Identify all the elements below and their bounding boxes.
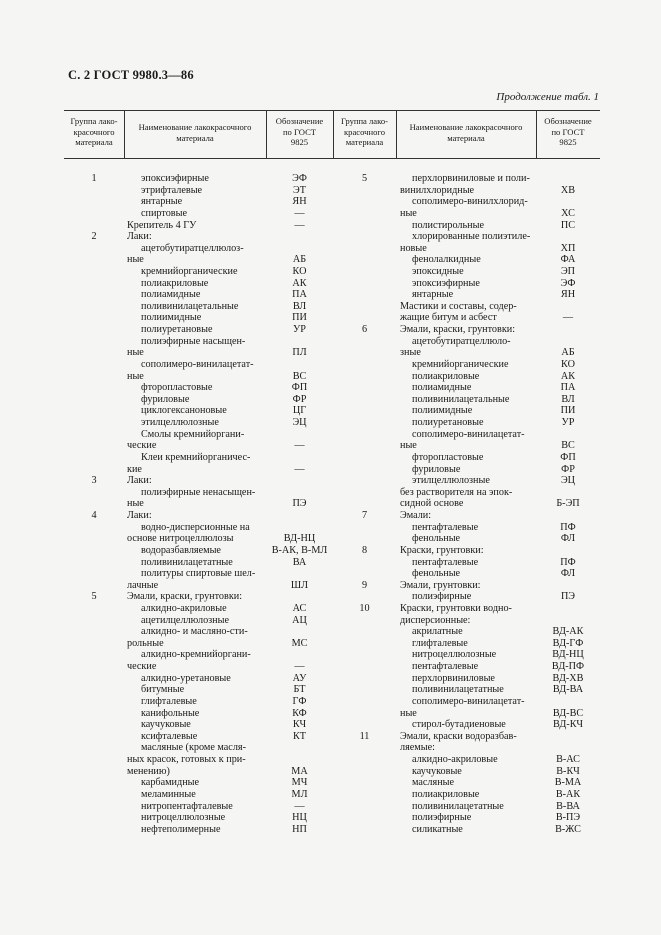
designation-code: Б-ЭП	[556, 498, 580, 510]
header-line: материала	[345, 137, 384, 147]
table-row: ные	[400, 440, 417, 452]
table-row: фторопластовые	[412, 451, 484, 463]
group-number: 2	[91, 231, 97, 243]
table-row: масляные	[412, 777, 455, 789]
table-row: спиртовые	[141, 207, 187, 219]
table-row: полиэфирные	[412, 812, 472, 824]
designation-code: КФ	[292, 707, 307, 719]
table-row: алкидно-акриловые	[141, 602, 227, 614]
table-row: Лаки:	[127, 475, 152, 487]
designation-code: ПС	[560, 219, 576, 231]
designation-code: ПИ	[292, 312, 307, 324]
table-row: ческие	[127, 661, 157, 672]
designation-code: ПЭ	[292, 498, 307, 510]
designation-code: ВЛ	[292, 300, 307, 312]
table-row: стирол-бутадиеновые	[412, 719, 506, 731]
table-row: каучуковые	[412, 765, 462, 777]
table-row: перхлорвиниловые	[412, 672, 495, 684]
designation-code: ХС	[561, 207, 575, 219]
table-row: алкидно-акриловые	[412, 754, 498, 765]
header-line: Наименование лакокрасочного	[138, 122, 252, 132]
table-row: эпоксидные	[412, 266, 464, 277]
table-row: жащие битум и асбест	[400, 312, 497, 324]
table-row: Смолы кремнийоргани-	[141, 428, 245, 440]
table-row: полиуретановые	[141, 324, 213, 336]
designation-code: АС	[292, 602, 307, 614]
table-row: поливинилацетатные	[412, 800, 504, 812]
table-row: без растворителя на эпок-	[400, 486, 513, 498]
group-number: 11	[359, 730, 370, 742]
table-row: винилхлоридные	[400, 184, 475, 196]
designation-code: ФП	[560, 451, 576, 463]
designation-code: КО	[292, 266, 307, 277]
header-line: по ГОСТ	[551, 126, 585, 137]
designation-code: ФР	[292, 393, 307, 405]
page-header: С. 2 ГОСТ 9980.3—86	[68, 68, 194, 82]
group-number: 10	[359, 602, 370, 614]
designation-code: ВЛ	[561, 393, 575, 405]
header-code-right	[536, 116, 600, 148]
designation-code: АЦ	[292, 614, 307, 626]
designation-code: ПА	[560, 382, 576, 394]
designation-code: АБ	[561, 347, 575, 359]
designation-code: ВД-НЦ	[552, 649, 584, 661]
table-row: нитропентафталевые	[141, 800, 233, 812]
table-row: полистирольные	[412, 219, 484, 231]
group-number: 4	[91, 510, 97, 521]
header-line: материала	[75, 137, 113, 147]
table-row: алкидно-кремнийоргани-	[141, 649, 251, 661]
table-row: глифталевые	[141, 695, 197, 707]
designation-code: ЯН	[560, 289, 576, 301]
table-row: каучуковые	[141, 719, 191, 731]
designation-code: ЦГ	[292, 405, 307, 417]
table-row: ные	[400, 207, 417, 219]
table-row: основе нитроцеллюлозы	[127, 533, 234, 545]
header-line: по ГОСТ	[282, 126, 317, 137]
header-line: красочного	[343, 126, 385, 137]
designation-code: УР	[561, 417, 575, 428]
table-row: фенольные	[412, 568, 461, 580]
table-row: фуриловые	[412, 463, 461, 475]
group-number: 9	[361, 579, 368, 591]
table-row: ксифталевые	[141, 730, 198, 742]
header-name-right	[396, 122, 536, 143]
table-row: масляные (кроме масля-	[141, 742, 246, 754]
table-row: алкидно-уретановые	[141, 672, 231, 684]
table-row: Лаки:	[127, 231, 152, 243]
designation-code: В-ВА	[556, 800, 580, 812]
table-row: пентафталевые	[412, 556, 479, 568]
designation-code: ВД-ХВ	[552, 672, 584, 684]
table-row: эпоксиэфирные	[412, 277, 480, 289]
designation-code: В-КЧ	[556, 765, 580, 777]
table-row: полиимидные	[141, 312, 202, 324]
table-header-rule	[64, 158, 600, 159]
table-row: сополимеро-винилацетат-	[141, 358, 254, 370]
table-row: пентафталевые	[412, 521, 479, 533]
table-row: полиамидные	[412, 382, 472, 394]
designation-code: КЧ	[292, 719, 307, 731]
designation-code: —	[294, 207, 305, 219]
table-row: глифталевые	[412, 637, 468, 649]
header-name-left	[124, 122, 266, 143]
table-row: рольные	[127, 637, 164, 649]
table-row: ные	[127, 370, 144, 382]
table-row: Эмали, краски, грунтовки:	[400, 324, 516, 336]
header-line: Обозначение	[544, 116, 592, 126]
designation-code: АБ	[292, 254, 307, 266]
table-row: хлорированные полиэтиле-	[412, 231, 531, 243]
header-group-left	[64, 116, 124, 148]
table-row: циклогексаноновые	[141, 405, 227, 417]
designation-code: —	[294, 440, 305, 452]
table-row: Эмали, краски водоразбав-	[400, 730, 517, 742]
designation-code: ПЭ	[560, 591, 576, 603]
designation-code: В-АК, В-МЛ	[271, 544, 328, 556]
header-line: материала	[447, 132, 485, 143]
table-row: Клеи кремнийорганичес-	[141, 451, 251, 463]
table-row: силикатные	[412, 823, 463, 835]
designation-code: ГФ	[292, 695, 307, 707]
table-row: поливинилацетальные	[412, 393, 510, 405]
designation-code: ЭФ	[560, 277, 576, 289]
header-line: 9825	[290, 137, 309, 147]
table-row: ацетилцеллюлозные	[141, 614, 230, 626]
table-row: Эмали, краски, грунтовки:	[127, 591, 243, 603]
table-row: лачные	[127, 579, 159, 591]
table-row: полиамидные	[141, 289, 201, 301]
designation-code: В-ПЭ	[555, 812, 581, 824]
table-row: дисперсионные:	[400, 614, 471, 626]
designation-code: ВД-ВС	[552, 707, 584, 719]
table-row: ческие	[127, 440, 157, 452]
designation-code: БТ	[293, 684, 306, 696]
designation-code: ФР	[561, 463, 575, 475]
table-row: этрифталевые	[141, 184, 203, 196]
table-row: янтарные	[412, 289, 454, 301]
table-row: Эмали, грунтовки:	[400, 579, 481, 591]
designation-code: ЭЦ	[292, 417, 307, 428]
table-row: перхлорвиниловые и поли-	[412, 173, 530, 184]
designation-code: ФЛ	[560, 533, 576, 545]
header-line: 9825	[559, 137, 577, 147]
designation-code: —	[294, 661, 305, 672]
designation-code: ВС	[561, 440, 575, 452]
table-row: битумные	[141, 684, 185, 696]
table-row: нитроцеллюлозные	[141, 812, 226, 824]
designation-code: ВД-ГФ	[552, 637, 584, 649]
group-number: 7	[361, 510, 368, 521]
table-row: зные	[400, 347, 421, 359]
table-row: Эмали:	[400, 510, 432, 521]
designation-code: ФА	[560, 254, 576, 266]
designation-code: ХВ	[560, 184, 576, 196]
table-row: ные	[127, 347, 144, 359]
table-row: сидной основе	[400, 498, 464, 510]
table-row: фуриловые	[141, 393, 190, 405]
designation-code: ПЛ	[292, 347, 307, 359]
table-top-rule	[64, 110, 600, 111]
designation-code: МЛ	[291, 788, 308, 800]
table-row: Крепитель 4 ГУ	[127, 219, 197, 231]
designation-code: ЯН	[292, 196, 307, 208]
designation-code: ЭЦ	[560, 475, 576, 487]
designation-code: ВД-АК	[552, 626, 584, 638]
header-line: Группа лако-	[70, 116, 118, 126]
table-row: полиуретановые	[412, 417, 484, 428]
table-row: полиэфирные насыщен-	[141, 335, 246, 347]
designation-code: НП	[292, 823, 307, 835]
designation-code: НЦ	[292, 812, 307, 824]
designation-code: ЭП	[560, 266, 576, 277]
designation-code: ПФ	[560, 556, 576, 568]
designation-code: МС	[291, 637, 308, 649]
table-row: алкидно- и масляно-сти-	[141, 626, 248, 638]
table-row: фенолалкидные	[412, 254, 481, 266]
table-row: политуры спиртовые шел-	[141, 568, 256, 580]
designation-code: ШЛ	[290, 579, 309, 591]
designation-code: МЧ	[291, 777, 308, 789]
table-row: кремнийорганические	[412, 358, 509, 370]
group-number: 1	[91, 173, 97, 184]
table-row: поливинилацетатные	[412, 684, 504, 696]
table-row: этилцеллюлозные	[412, 475, 490, 487]
table-row: менению)	[127, 765, 170, 777]
designation-code: ФП	[291, 382, 308, 394]
table-row: поливинилацетальные	[141, 300, 239, 312]
designation-code: КТ	[292, 730, 307, 742]
designation-code: ВД-ВА	[552, 684, 584, 696]
table-row: Мастики и составы, содер-	[400, 300, 517, 312]
group-number: 8	[361, 544, 368, 556]
group-number: 6	[361, 324, 368, 336]
designation-code: ЭФ	[292, 173, 307, 184]
designation-code: ВС	[292, 370, 307, 382]
table-row: полиимидные	[412, 405, 473, 417]
designation-code: ПФ	[560, 521, 576, 533]
table-row: сополимеро-винилацетат-	[412, 428, 525, 440]
designation-code: ВД-ПФ	[551, 661, 585, 672]
table-row: этилцеллюлозные	[141, 417, 219, 428]
designation-code: ВД-КЧ	[552, 719, 584, 731]
table-row: нефтеполимерные	[141, 823, 221, 835]
table-row: ные	[400, 707, 417, 719]
table-row: меламинные	[141, 788, 196, 800]
designation-code: —	[562, 312, 574, 324]
table-row: карбамидные	[141, 777, 200, 789]
designation-code: АК	[560, 370, 576, 382]
table-continuation-label: Продолжение табл. 1	[496, 91, 599, 103]
header-group-right	[333, 116, 396, 148]
designation-code: МА	[291, 765, 308, 777]
designation-code: АК	[292, 277, 307, 289]
table-row: Краски, грунтовки:	[400, 544, 484, 556]
table-row: ные	[127, 498, 144, 510]
designation-code: —	[294, 800, 305, 812]
table-row: кие	[127, 463, 142, 475]
header-line: красочного	[73, 126, 115, 137]
table-row: пентафталевые	[412, 661, 479, 672]
table-row: новые	[400, 242, 427, 254]
table-row: ных красок, готовых к при-	[127, 754, 246, 765]
table-row: фторопластовые	[141, 382, 213, 394]
table-row: полиакриловые	[141, 277, 209, 289]
table-row: Краски, грунтовки водно-	[400, 602, 512, 614]
designation-code: ВД-НЦ	[283, 533, 316, 545]
header-code-left	[266, 116, 333, 148]
table-row: ацетобутиратцеллюло-	[412, 335, 511, 347]
table-row: сополимеро-винилхлорид-	[412, 196, 528, 208]
table-row: янтарные	[141, 196, 183, 208]
designation-code: ЭТ	[293, 184, 306, 196]
table-row: фенольные	[412, 533, 461, 545]
table-row: ные	[127, 254, 144, 266]
designation-code: —	[294, 219, 305, 231]
table-row: эпоксиэфирные	[141, 173, 209, 184]
group-number: 5	[91, 591, 97, 603]
table-row: ацетобутиратцеллюлоз-	[141, 242, 244, 254]
designation-code: ПА	[292, 289, 307, 301]
designation-code: В-МА	[554, 777, 582, 789]
table-row: ляемые:	[400, 742, 435, 754]
table-row: Лаки:	[127, 510, 152, 521]
designation-code: В-АС	[556, 754, 580, 765]
table-row: кремнийорганические	[141, 266, 238, 277]
designation-code: ПИ	[560, 405, 576, 417]
designation-code: КО	[561, 358, 575, 370]
group-number: 5	[361, 173, 368, 184]
designation-code: —	[294, 463, 305, 475]
header-line: Группа лако-	[340, 116, 389, 126]
header-line: Наименование лакокрасочного	[409, 122, 523, 132]
designation-code: ФЛ	[560, 568, 576, 580]
table-row: полиакриловые	[412, 370, 480, 382]
designation-code: АУ	[292, 672, 307, 684]
table-row: полиэфирные ненасыщен-	[141, 486, 256, 498]
table-row: канифольные	[141, 707, 200, 719]
table-row: полиэфирные	[412, 591, 472, 603]
header-line: материала	[176, 132, 214, 143]
table-row: полиакриловые	[412, 788, 480, 800]
table-row: нитроцеллюлозные	[412, 649, 497, 661]
table-row: сополимеро-винилацетат-	[412, 695, 525, 707]
header-line: Обозначение	[275, 116, 324, 126]
group-number: 3	[91, 475, 97, 487]
designation-code: ВА	[292, 556, 307, 568]
table-row: водоразбавляемые	[141, 544, 221, 556]
designation-code: УР	[293, 324, 306, 336]
table-row: водно-дисперсионные на	[141, 521, 250, 533]
designation-code: В-АК	[555, 788, 581, 800]
table-row: поливинилацетатные	[141, 556, 233, 568]
table-row: акрилатные	[412, 626, 463, 638]
designation-code: В-ЖС	[555, 823, 581, 835]
designation-code: ХП	[560, 242, 576, 254]
